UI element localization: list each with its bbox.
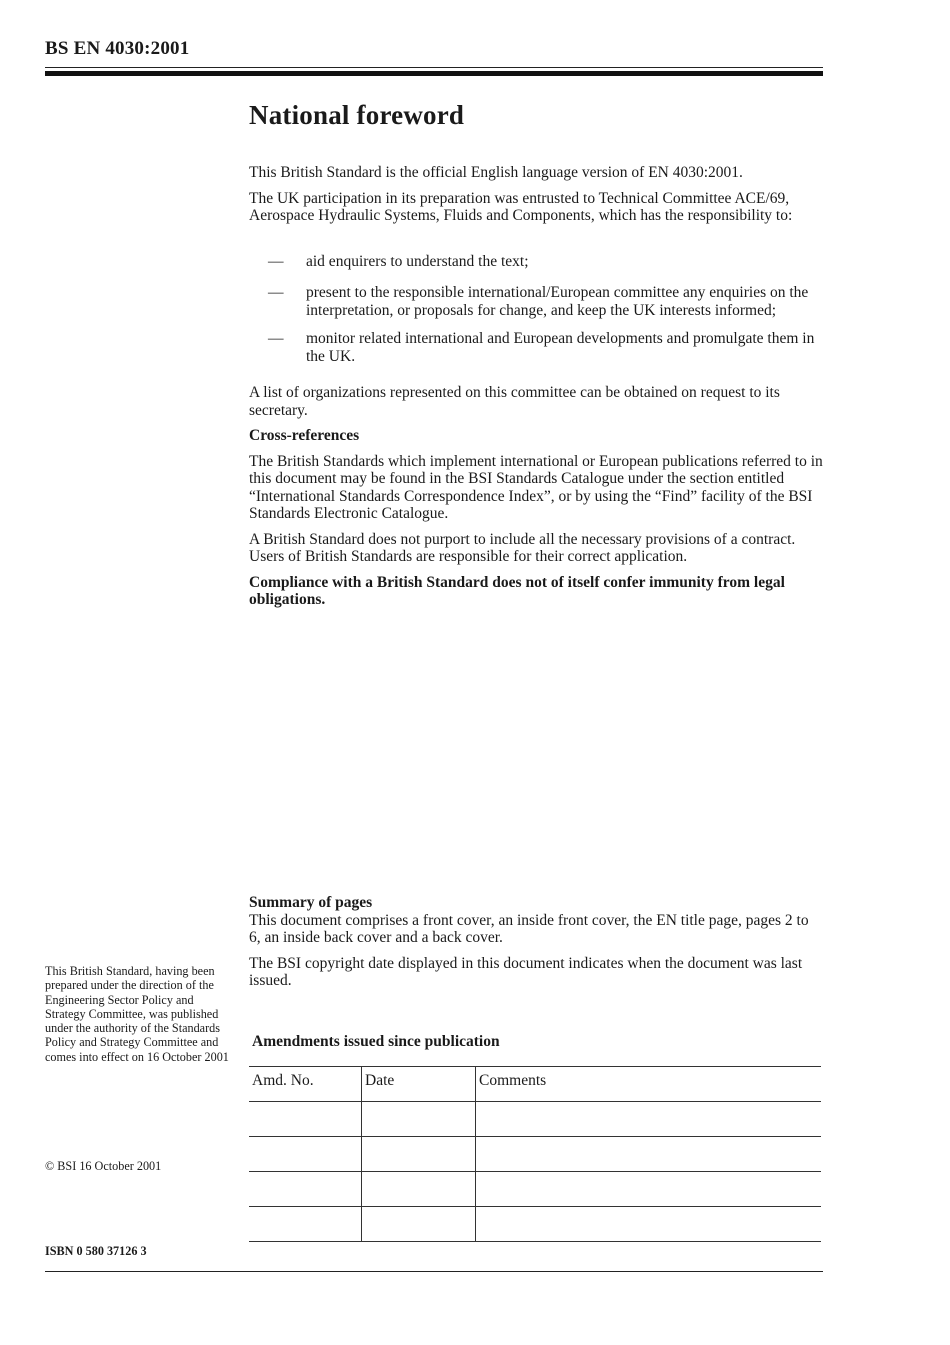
table-row	[249, 1172, 821, 1207]
responsibility-list	[249, 253, 823, 366]
sidebar-copyright: © BSI 16 October 2001	[45, 1159, 162, 1173]
paragraph-contract-provisions: A British Standard does not purport to include all the necessary provisions of a contract. Users of British Standards are responsible for their correct application.	[249, 530, 796, 565]
sidebar-publication-note: This British Standard, having been prepared under the direction of the Engineering Sector Policy and Strategy Committee, was published under the authority of the Standards Policy and Strategy Committee and comes into effect on 16 October 2001	[45, 964, 229, 1064]
list-item	[249, 330, 823, 365]
column-header-comments: Comments	[476, 1067, 822, 1102]
list-item-text: present to the responsible international/European committee any enquiries on the interpretation, or proposals for change, and keep the UK interests informed;	[306, 284, 809, 319]
summary-of-pages	[249, 894, 823, 990]
list-item-text: monitor related international and European developments and promulgate them in the UK.	[306, 330, 815, 365]
sidebar-isbn: ISBN 0 580 37126 3	[45, 1244, 147, 1258]
list-dash: —	[268, 252, 284, 270]
cross-references-heading: Cross-references	[249, 427, 360, 444]
list-item	[249, 253, 823, 271]
paragraph-official-version: This British Standard is the official English language version of EN 4030:2001.	[249, 164, 743, 181]
footer-rule	[45, 1271, 823, 1272]
summary-paragraph: This document comprises a front cover, an inside front cover, the EN title page, pages 2 to 6, an inside back cover and a back cover.	[249, 911, 809, 946]
document-id-header: BS EN 4030:2001	[45, 38, 190, 59]
list-dash: —	[268, 330, 284, 347]
copyright-date-paragraph: The BSI copyright date displayed in this document indicates when the document was last issued.	[249, 954, 803, 989]
amendments-heading: Amendments issued since publication	[252, 1033, 500, 1050]
column-header-date: Date	[362, 1067, 476, 1102]
list-item-text: aid enquirers to understand the text;	[306, 252, 529, 270]
amendments-table	[249, 1066, 821, 1242]
table-row	[249, 1207, 821, 1242]
table-header-row	[249, 1067, 821, 1102]
paragraph-compliance-notice: Compliance with a British Standard does not of itself confer immunity from legal obligations.	[249, 573, 785, 608]
paragraph-organizations: A list of organizations represented on this committee can be obtained on request to its secretary.	[249, 384, 780, 419]
table-row	[249, 1102, 821, 1137]
header-rule-thick	[45, 71, 823, 76]
list-dash: —	[268, 284, 284, 301]
header-rule-thin	[45, 67, 823, 68]
foreword-body	[249, 164, 823, 609]
paragraph-uk-participation: The UK participation in its preparation was entrusted to Technical Committee ACE/69, Aerospace Hydraulic Systems, Fluids and Components, which has the responsibility to:	[249, 189, 793, 224]
table-row	[249, 1137, 821, 1172]
list-item	[249, 284, 823, 319]
page-title: National foreword	[249, 100, 465, 130]
column-header-amd-no: Amd. No.	[249, 1067, 362, 1102]
paragraph-cross-references: The British Standards which implement international or European publications referred to in this document may be found in the BSI Standards Catalogue under the section entitled “International Standards Correspondence Index”, or by using the “Find” facility of the BSI Standards Electronic Catalogue.	[249, 452, 823, 522]
summary-heading: Summary of pages	[249, 894, 373, 911]
